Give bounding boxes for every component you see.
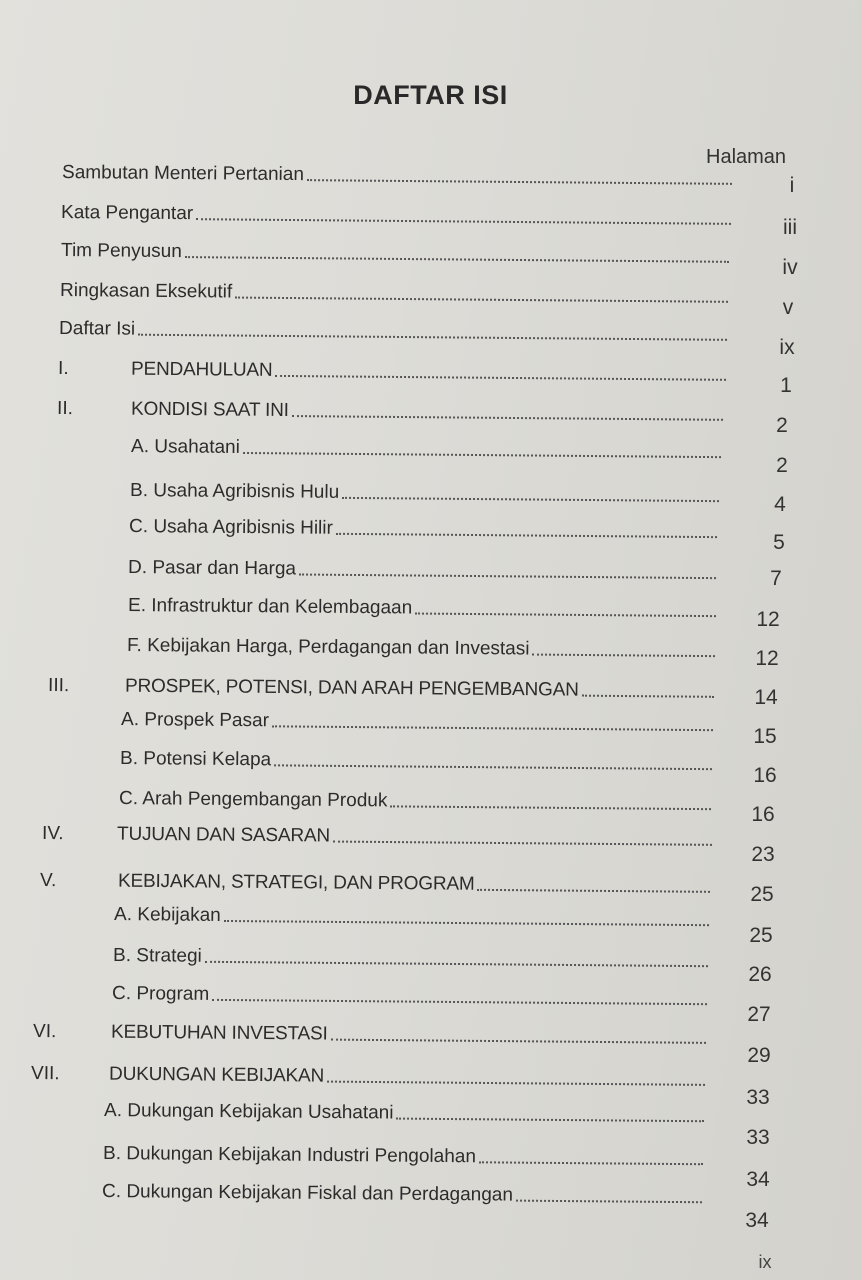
toc-entry-label: A. Kebijakan [114,904,221,926]
toc-entry-label: Daftar Isi [59,318,136,340]
dot-leader [516,1200,702,1204]
toc-entry-label: A. Dukungan Kebijakan Usahatani [104,1100,394,1124]
toc-entry[interactable] [57,394,725,426]
dot-leader [390,805,711,810]
page-title: DAFTAR ISI [353,80,508,110]
dot-leader [532,654,715,658]
toc-entry-label: B. Strategi [113,945,202,967]
toc-entry[interactable] [128,553,718,584]
toc-entry-page: 16 [751,803,775,826]
toc-entry[interactable] [61,198,733,230]
toc-entry-label: PROSPEK, POTENSI, DAN ARAH PENGEMBANGAN [125,675,579,701]
toc-entry[interactable] [112,979,709,1010]
toc-entry-page: iii [783,216,797,239]
toc-entry[interactable] [104,1096,706,1127]
toc-entry-page: 4 [774,493,786,516]
toc-entry-page: 34 [745,1209,769,1232]
chapter-number: V. [40,870,57,892]
chapter-number: I. [58,358,69,380]
toc-entry[interactable] [119,784,713,815]
toc-entry-label: B. Usaha Agribisnis Hulu [130,480,340,503]
dot-leader [342,497,719,502]
footer-page-number: ix [758,1252,772,1272]
toc-entry-label: Tim Penyusun [61,240,182,263]
toc-entry-page: 16 [753,764,777,787]
dot-leader [185,256,729,263]
toc-entry-label: C. Arah Pengembangan Produk [119,788,388,812]
toc-entry-page: 25 [750,883,774,906]
chapter-number: III. [48,675,70,697]
toc-entry[interactable] [102,1177,704,1208]
toc-entry-page: 33 [746,1126,770,1149]
toc-entry-page: 14 [754,686,778,709]
toc-entry-page: 2 [776,414,788,437]
chapter-number: IV. [42,823,64,845]
toc-entry-page: 23 [751,843,775,866]
toc-entry[interactable] [113,941,710,972]
toc-entry[interactable] [127,631,717,662]
toc-entry-page: 25 [749,924,773,947]
toc-entry[interactable] [62,158,734,190]
toc-entry-page: 29 [747,1044,771,1067]
toc-entry-label: KONDISI SAAT INI [131,398,289,422]
toc-entry-label: C. Program [112,983,210,1005]
toc-entry-label: KEBUTUHAN INVESTASI [111,1021,328,1045]
dot-leader [205,961,708,967]
toc-entry-page: v [782,296,794,319]
dot-leader [224,920,709,926]
dot-leader [479,1161,703,1165]
toc-entry-label: A. Usahatani [131,436,240,458]
chapter-number: VI. [33,1021,57,1043]
toc-entry-page: 12 [756,608,780,631]
toc-entry-page: 27 [747,1003,771,1026]
toc-entry[interactable] [42,819,714,851]
dot-leader [336,533,717,538]
toc-entry[interactable] [121,705,715,736]
toc-entry[interactable] [129,512,719,543]
toc-entry[interactable] [131,432,723,463]
dot-leader [331,1039,707,1044]
toc-entry-label: C. Usaha Agribisnis Hilir [129,516,333,539]
page-column-header: Halaman [706,146,787,168]
dot-leader [243,452,721,458]
toc-entry[interactable] [103,1139,705,1170]
toc-entry[interactable] [128,591,718,622]
toc-entry-page: 26 [748,963,772,986]
toc-entry-label: B. Potensi Kelapa [120,748,272,771]
dot-leader [307,179,732,185]
toc-entry-label: C. Dukungan Kebijakan Fiskal dan Perdagangan [102,1181,514,1206]
toc-entry[interactable] [61,236,731,268]
toc-entry-label: D. Pasar dan Harga [128,557,297,580]
toc-entry-label: Sambutan Menteri Pertanian [62,162,305,186]
toc-entry[interactable] [59,314,729,346]
toc-entry-page: 33 [746,1086,770,1109]
toc-entry-page: 2 [776,454,788,477]
dot-leader [292,415,723,421]
dot-leader [272,725,713,731]
toc-entry-page: 5 [773,531,785,554]
toc-entry[interactable] [31,1059,707,1091]
dot-leader [396,1118,704,1123]
dot-leader [477,889,710,893]
toc-entry[interactable] [40,866,712,898]
dot-leader [333,841,712,846]
toc-entry-page: 12 [755,647,779,670]
dot-leader [582,695,714,698]
toc-entry-label: F. Kebijakan Harga, Perdagangan dan Investasi [127,635,530,660]
toc-entry-label: DUKUNGAN KEBIJAKAN [109,1063,325,1087]
dot-leader [274,764,712,770]
dot-leader [138,334,727,341]
toc-entry-label: KEBIJAKAN, STRATEGI, DAN PROGRAM [118,870,475,895]
toc-entry[interactable] [60,276,730,308]
toc-entry-label: PENDAHULUAN [131,358,273,381]
toc-entry-page: iv [782,256,798,279]
toc-entry[interactable] [114,900,711,931]
dot-leader [235,297,728,303]
dot-leader [212,999,707,1005]
toc-entry-page: 15 [753,725,777,748]
toc-entry[interactable] [120,744,714,775]
dot-leader [327,1081,705,1086]
toc-entry-label: E. Infrastruktur dan Kelembagaan [128,595,413,619]
dot-leader [275,375,726,381]
dot-leader [415,613,716,618]
toc-entry-page: 7 [770,567,782,590]
toc-entry-page: 34 [746,1168,770,1191]
chapter-number: II. [57,398,74,420]
toc-entry-label: Kata Pengantar [61,202,194,225]
toc-entry-label: Ringkasan Eksekutif [60,280,233,303]
toc-entry-label: B. Dukungan Kebijakan Industri Pengolahan [103,1143,477,1168]
toc-entry[interactable] [48,671,716,703]
toc-entry-page: i [789,174,795,197]
toc-entry-page: ix [779,336,795,359]
toc-entry[interactable] [33,1017,708,1049]
toc-entry-label: TUJUAN DAN SASARAN [117,823,331,847]
chapter-number: VII. [31,1063,60,1085]
toc-entry-label: A. Prospek Pasar [121,709,270,732]
dot-leader [299,573,716,579]
toc-entry-page: 1 [780,374,792,397]
toc-entry[interactable] [130,476,721,507]
toc-entry[interactable] [58,354,728,386]
dot-leader [196,218,731,225]
